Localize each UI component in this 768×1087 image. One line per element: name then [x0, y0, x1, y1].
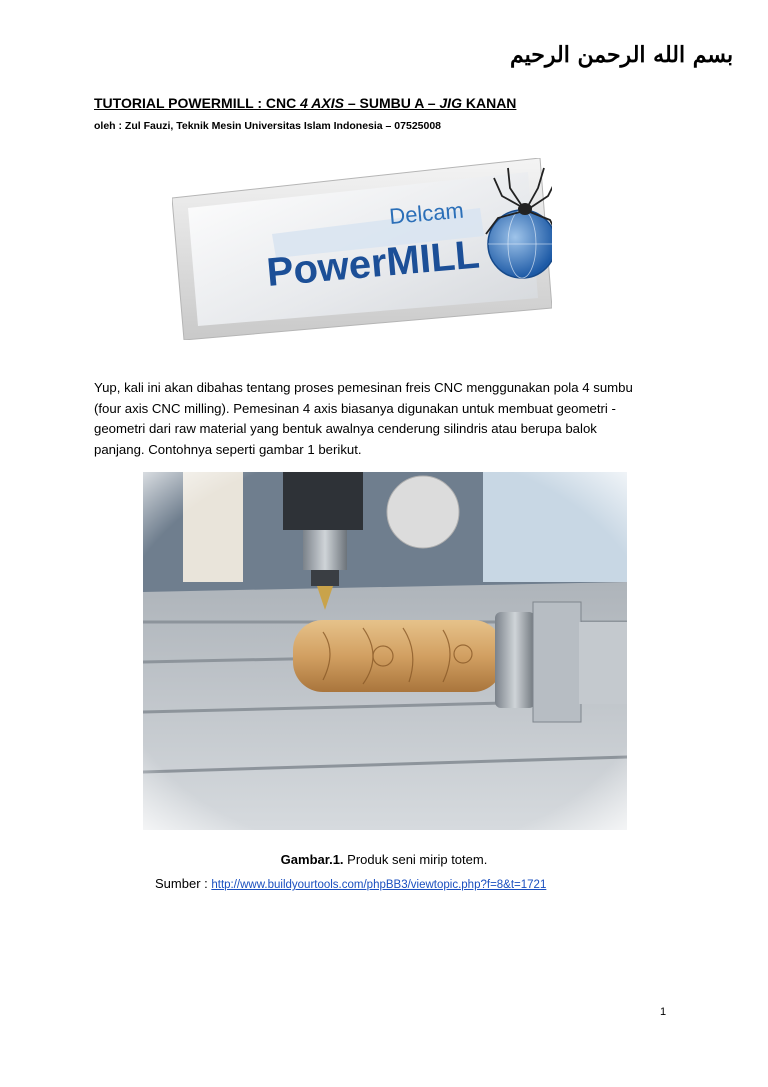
- title-part-3: – SUMBU A –: [343, 95, 440, 111]
- page-number: 1: [660, 1006, 667, 1018]
- intro-paragraph: [94, 378, 684, 460]
- author-byline: oleh : Zul Fauzi, Teknik Mesin Universitas Islam Indonesia – 07525008: [94, 120, 442, 132]
- figure-caption: [0, 852, 768, 867]
- logo-powermill-text: PowerMILL: [264, 232, 482, 295]
- source-label: Sumber :: [155, 876, 212, 891]
- caption-text: Produk seni mirip totem.: [343, 852, 488, 867]
- paragraph-line: Yup, kali ini akan dibahas tentang proses pemesinan freis CNC menggunakan pola 4 sumbu: [94, 380, 633, 395]
- source-link[interactable]: http://www.buildyourtools.com/phpBB3/viewtopic.php?f=8&t=1721: [211, 879, 547, 891]
- title-part-2: 4 AXIS: [300, 95, 344, 111]
- powermill-logo: [172, 158, 552, 340]
- document-title: [94, 95, 516, 111]
- title-part-5: KANAN: [461, 95, 517, 111]
- bismillah-calligraphy: بسم الله الرحمن الرحيم: [510, 42, 734, 68]
- title-part-4: JIG: [439, 95, 462, 111]
- paragraph-line: panjang. Contohnya seperti gambar 1 berikut.: [94, 441, 362, 457]
- paragraph-line: (four axis CNC milling). Pemesinan 4 axis biasanya digunakan untuk membuat geometri -: [94, 400, 616, 416]
- logo-delcam-text: Delcam: [388, 197, 465, 229]
- cnc-milling-photo: [143, 472, 627, 830]
- paragraph-line: geometri dari raw material yang bentuk awalnya cenderung silindris atau berupa balok: [94, 421, 597, 436]
- caption-label: Gambar.1.: [280, 852, 344, 867]
- figure-source: [155, 876, 546, 891]
- title-part-1: TUTORIAL POWERMILL : CNC: [94, 95, 301, 111]
